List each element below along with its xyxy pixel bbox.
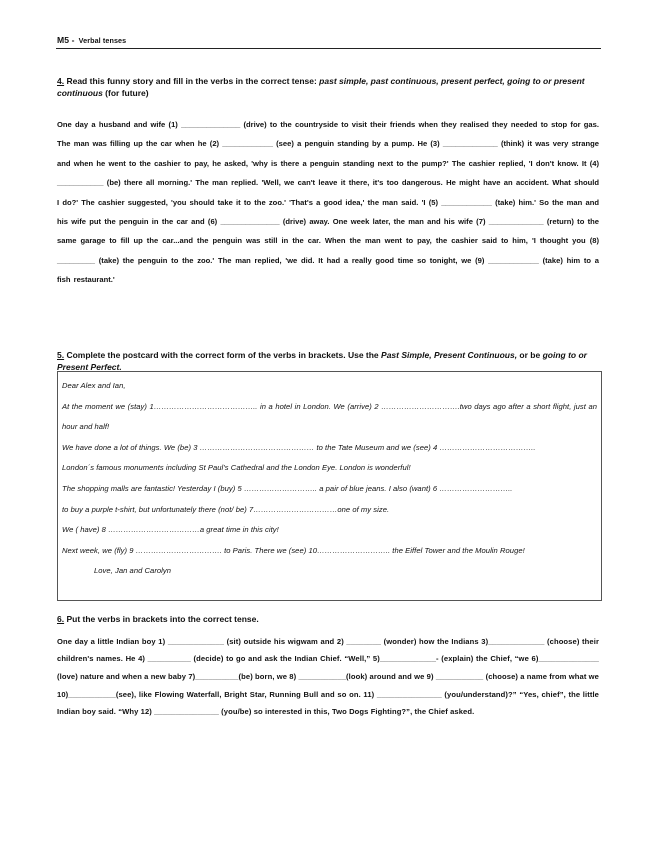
exercise-4-instruction: 4. Read this funny story and fill in the verbs in the correct tense: past simple, past continuous, present perfect, going to or present continuous (for future): [57, 76, 585, 98]
postcard-line: We have done a lot of things. We (be) 3 ……………………………………… to the Tate Museum and we (see) 4 ………………………………..: [62, 442, 536, 452]
postcard-line: At the moment we (stay) 1………………………………….. in a hotel in London. We (arrive) 2 ………………………….two days ago after a short flight, just an hour and half!: [62, 401, 597, 432]
postcard-line: London´s famous monuments including St Paul's Cathedral and the London Eye. London is wonderful!: [62, 463, 411, 473]
exercise-4: [57, 76, 599, 290]
exercise-6-number: 6.: [57, 614, 65, 624]
module-subtitle: Verbal tenses: [78, 36, 127, 45]
postcard-line: We ( have) 8 ………………………………a great time in this city!: [62, 525, 279, 535]
exercise-5-number: 5.: [57, 350, 65, 360]
postcard-signature: Love, Jan and Carolyn: [94, 566, 172, 576]
exercise-6: [57, 614, 599, 721]
postcard-line: Next week, we (fly) 9 ……………………………. to Paris. There we (see) 10……………………….. the Eiffel Tower and the Moulin Rouge!: [62, 545, 525, 555]
postcard-line: The shopping malls are fantastic! Yesterday I (buy) 5 ……………………….. a pair of blue jeans. I also (want) 6 ………………………..: [62, 483, 513, 493]
exercise-5-instruction: 5. Complete the postcard with the correct form of the verbs in brackets. Use the Past Simple, Present Continuous, or be going to or Present Perfect.: [57, 350, 587, 372]
page-header: [57, 35, 600, 45]
postcard-text: [62, 376, 597, 582]
exercise-5: [57, 350, 599, 373]
module-label: M5 -: [57, 35, 75, 45]
exercise-4-story: One day a husband and wife (1) ______________ (drive) to the countryside to visit their friends when they realised they needed to stop for gas. The man was filling up the car when he (2) ____________ (see) a penguin standing by a pump. He (3) _____________ (think) it was very strange and when he went to the cashier to pay, he asked, 'why is there a penguin standing next to the pump?' The cashier replied, 'I don't know. It (4) ___________ (be) there all morning.' The man replied. 'Well, we can't leave it there, it's too dangerous. He might have an accident. What should I do?' The cashier suggested, 'you should take it to the zoo.' 'That's a good idea,' the man said. 'I (5) ____________ (take) him.' So the man and his wife put the penguin in the car and (6) ______________ (drive) away. One week later, the man and his wife (7) _____________ (return) to the same garage to fill up the car...and the penguin was still in the car. When the man went to pay, the cashier said to him, 'I thought you (8) _________ (take) the penguin to the zoo.' The man replied, 'we did. It had a really good time so tonight, we (9) ____________ (take) him to a fish restaurant.': [57, 120, 599, 285]
exercise-6-story: One day a little Indian boy 1) _____________ (sit) outside his wigwam and 2) ________ (wonder) how the Indians 3)_____________ (choose) their children's names. He 4) __________ (decide) to go and ask the Indian Chief. “Well,” 5)_____________- (explain) the Chief, “we 6)______________ (love) nature and when a new baby 7)__________(be) born, we 8) ___________(look) around and we 9) ___________ (choose) a name from what we 10)___________(see), like Flowing Waterfall, Bright Star, Running Bull and so on. 11) _______________ (you/understand)?” “Yes, chief”, the little Indian boy said. “Why 12) _______________ (you/be) so interested in this, Two Dogs Fighting?”, the Chief asked.: [57, 636, 599, 717]
postcard-box: [57, 371, 602, 601]
exercise-6-instruction: 6. Put the verbs in brackets into the correct tense.: [57, 614, 259, 624]
postcard-line: Dear Alex and Ian,: [62, 381, 126, 390]
header-divider: [56, 48, 601, 49]
exercise-4-number: 4.: [57, 76, 65, 86]
postcard-line: to buy a purple t-shirt, but unfortunately there (not/ be) 7……………………………one of my size.: [62, 504, 390, 514]
